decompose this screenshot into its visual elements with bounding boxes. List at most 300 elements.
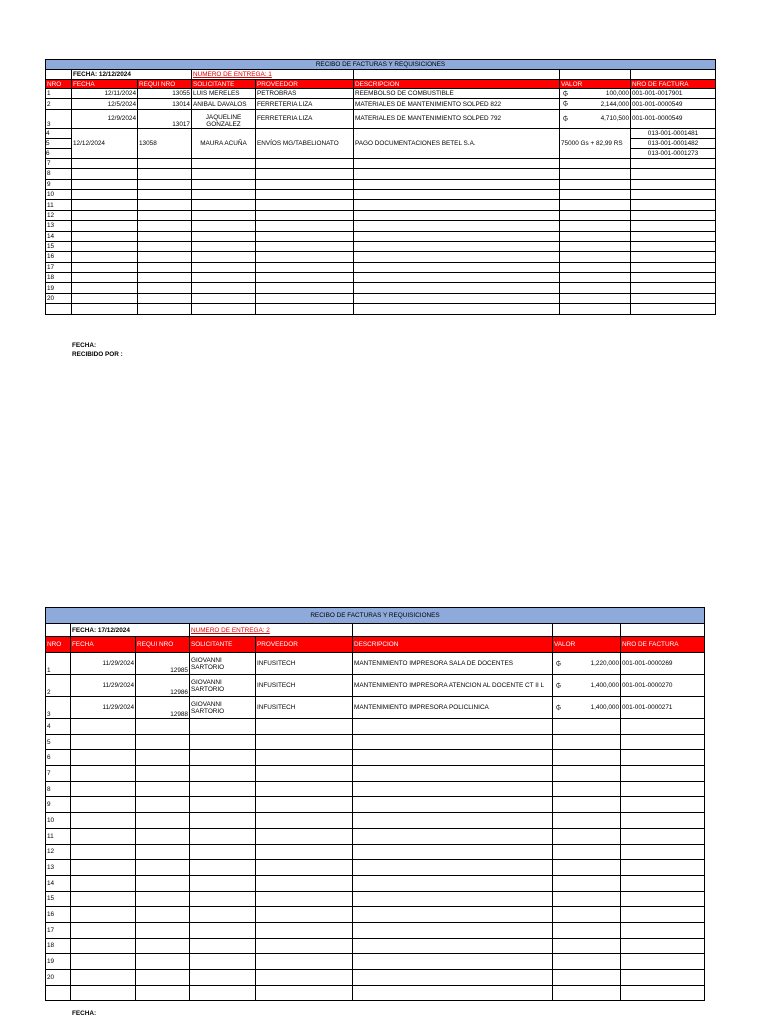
sheet-title: RECIBO DE FACTURAS Y REQUISICIONES: [46, 608, 705, 624]
cell-nro: 11: [46, 200, 72, 210]
table-row: [46, 954, 705, 970]
cell-empty: [560, 158, 631, 168]
cell-empty: [72, 189, 138, 199]
table-row: [46, 241, 716, 251]
cell-empty: [72, 169, 138, 179]
cell-empty: [190, 970, 256, 986]
footer-fecha-label: FECHA:: [72, 1010, 97, 1017]
cell-empty: [136, 719, 190, 735]
cell-empty: [72, 293, 138, 303]
cell-empty: [192, 179, 256, 189]
cell-requi: 13017: [138, 109, 192, 128]
cell-empty: [256, 922, 353, 938]
cell-empty: [621, 891, 705, 907]
cell-empty: [138, 252, 192, 262]
cell-empty: [192, 273, 256, 283]
cell-empty: [136, 954, 190, 970]
cell-empty: [136, 891, 190, 907]
cell-empty: [71, 781, 136, 797]
table-row: [46, 304, 716, 314]
cell-empty: [192, 283, 256, 293]
table-row: [46, 734, 705, 750]
cell-empty: [621, 954, 705, 970]
table-row: [46, 283, 716, 293]
cell-nro: 19: [46, 954, 71, 970]
cell-nro: 10: [46, 189, 72, 199]
cell-empty: [138, 189, 192, 199]
table-row: [46, 970, 705, 986]
cell-nro: 1: [46, 89, 72, 99]
cell-empty: [621, 844, 705, 860]
cell-empty: [353, 875, 553, 891]
cell-empty: [136, 797, 190, 813]
table-row: [46, 210, 716, 220]
cell-empty: [71, 844, 136, 860]
amount: 1,400,000: [590, 682, 619, 689]
cell-empty: [256, 231, 354, 241]
cell-empty: [72, 221, 138, 231]
cell-nro: 20: [46, 970, 71, 986]
cell-valor: [560, 109, 631, 128]
cell-empty: [353, 750, 553, 766]
cell-empty: [256, 241, 354, 251]
cell-empty: [192, 262, 256, 272]
table-row: [46, 860, 705, 876]
cell-empty: [138, 231, 192, 241]
cell-empty: [621, 907, 705, 923]
cell-empty: [256, 907, 353, 923]
header-nro: NRO: [46, 80, 72, 89]
cell-factura: 001-001-0017901: [631, 89, 716, 99]
cell-valor: [560, 99, 631, 109]
cell-empty: [560, 189, 631, 199]
cell-descripcion: MATERIALES DE MANTENIMIENTO SOLPED 822: [354, 99, 560, 109]
cell-empty: [353, 954, 553, 970]
cell-empty: [256, 179, 354, 189]
cell-nro: 12: [46, 844, 71, 860]
cell-empty: [72, 252, 138, 262]
receipt-sheet-1: [45, 59, 715, 315]
cell-empty: [256, 221, 354, 231]
cell-empty: [72, 231, 138, 241]
cell-empty: [354, 241, 560, 251]
cell-empty: [136, 844, 190, 860]
sheet-title: RECIBO DE FACTURAS Y REQUISICIONES: [46, 60, 716, 70]
table-row: [46, 675, 705, 697]
cell-empty: [631, 241, 716, 251]
cell-empty: [71, 828, 136, 844]
header-solicitante: SOLICITANTE: [190, 637, 256, 653]
cell-empty: [138, 158, 192, 168]
cell-empty: [190, 891, 256, 907]
table-row: [46, 273, 716, 283]
cell-empty: [354, 221, 560, 231]
cell-empty: [353, 797, 553, 813]
cell-empty: [256, 750, 353, 766]
cell-nro: 3: [46, 697, 71, 719]
cell-empty: [256, 189, 354, 199]
header-valor: VALOR: [553, 637, 621, 653]
cell-nro: 5: [46, 734, 71, 750]
cell-empty: [256, 828, 353, 844]
cell-solicitante: GIOVANNI SARTORIO: [190, 675, 256, 697]
cell-empty: [621, 860, 705, 876]
cell-factura: 001-001-0000549: [631, 109, 716, 128]
cell-empty: [560, 283, 631, 293]
table-row: [46, 200, 716, 210]
cell-empty: [256, 304, 354, 314]
cell-empty: [354, 273, 560, 283]
table-row: [46, 813, 705, 829]
cell-empty: [138, 200, 192, 210]
table-row: [46, 189, 716, 199]
cell-nro: 14: [46, 231, 72, 241]
header-proveedor: PROVEEDOR: [256, 80, 354, 89]
header-descripcion: DESCRIPCION: [353, 637, 553, 653]
cell-empty: [560, 221, 631, 231]
cell-empty: [190, 907, 256, 923]
cell-empty: [631, 304, 716, 314]
amount: 2,144,000: [600, 100, 629, 108]
cell-empty: [138, 273, 192, 283]
cell-empty: [138, 262, 192, 272]
cell-empty: [353, 922, 553, 938]
cell-empty: [553, 922, 621, 938]
table-row: [46, 697, 705, 719]
fecha-label: FECHA: 17/12/2024: [71, 624, 190, 637]
cell-empty: [256, 283, 354, 293]
cell-empty: [256, 938, 353, 954]
cell-empty: [71, 734, 136, 750]
cell-valor: [553, 697, 621, 719]
cell-empty: [256, 970, 353, 986]
cell-empty: [560, 179, 631, 189]
cell-empty: [553, 797, 621, 813]
cell-factura: 001-001-0000270: [621, 675, 705, 697]
currency-symbol: ₲: [556, 704, 561, 711]
cell-empty: [72, 283, 138, 293]
cell-requi: 13058: [138, 128, 192, 158]
cell-empty: [190, 922, 256, 938]
cell-empty: [553, 719, 621, 735]
entrega-label: NUMERO DE ENTREGA: 1: [192, 70, 354, 80]
cell-empty: [560, 200, 631, 210]
cell-empty: [553, 985, 621, 1001]
cell-empty: [136, 970, 190, 986]
cell-empty: [72, 262, 138, 272]
cell-empty: [553, 766, 621, 782]
cell-empty: [71, 970, 136, 986]
cell-factura: 001-001-0000549: [631, 99, 716, 109]
receipt-table-2: [45, 607, 705, 1001]
factura-line: 013-001-0001482: [631, 139, 716, 149]
cell-empty: [553, 970, 621, 986]
table-row: [46, 221, 716, 231]
cell-empty: [256, 719, 353, 735]
table-row: [46, 719, 705, 735]
cell-empty: [256, 954, 353, 970]
cell-empty: [192, 293, 256, 303]
cell-nro: 16: [46, 907, 71, 923]
cell-nro: 9: [46, 797, 71, 813]
cell-valor: 75000 Gs + 82,99 RS: [560, 128, 631, 158]
cell-fecha: 11/29/2024: [71, 697, 136, 719]
cell-empty: [138, 241, 192, 251]
cell-fecha: 11/29/2024: [71, 675, 136, 697]
cell-nro: 15: [46, 241, 72, 251]
cell-empty: [354, 252, 560, 262]
header-proveedor: PROVEEDOR: [256, 637, 353, 653]
cell-empty: [621, 719, 705, 735]
cell-nro: 17: [46, 262, 72, 272]
cell-empty: [71, 938, 136, 954]
cell-empty: [192, 221, 256, 231]
cell-empty: [71, 922, 136, 938]
receipt-table-1: [45, 59, 716, 315]
cell-empty: [136, 813, 190, 829]
cell-requi: 13055: [138, 89, 192, 99]
table-row: [46, 179, 716, 189]
table-row: [46, 169, 716, 179]
header-requi: REQUI NRO: [136, 637, 190, 653]
cell-empty: [353, 813, 553, 829]
table-row: [46, 293, 716, 303]
cell-nro-stack: [46, 128, 72, 158]
cell-nro: 8: [46, 169, 72, 179]
header-solicitante: SOLICITANTE: [192, 80, 256, 89]
cell-empty: [72, 158, 138, 168]
cell-empty: [136, 781, 190, 797]
cell-empty: [353, 781, 553, 797]
cell-empty: [72, 210, 138, 220]
cell-descripcion: MATERIALES DE MANTENIMIENTO SOLPED 792: [354, 109, 560, 128]
cell-empty: [560, 231, 631, 241]
header-fecha: FECHA: [72, 80, 138, 89]
cell-empty: [553, 734, 621, 750]
cell-empty: [354, 262, 560, 272]
cell-factura: 001-001-0000271: [621, 697, 705, 719]
cell-empty: [256, 844, 353, 860]
fecha-label: FECHA: 12/12/2024: [72, 70, 192, 80]
cell-empty: [621, 922, 705, 938]
table-row: [46, 891, 705, 907]
cell-nro: 1: [46, 653, 71, 675]
cell-fecha: 12/12/2024: [72, 128, 138, 158]
cell-nro: 10: [46, 813, 71, 829]
cell-nro: 18: [46, 938, 71, 954]
cell-empty: [71, 797, 136, 813]
cell-empty: [560, 262, 631, 272]
cell-empty: [631, 158, 716, 168]
cell-empty: [631, 169, 716, 179]
cell-empty: [192, 252, 256, 262]
cell-nro: 16: [46, 252, 72, 262]
table-row: [46, 797, 705, 813]
cell-empty: [353, 970, 553, 986]
table-row: [46, 158, 716, 168]
cell-solicitante: JAQUELINE GONZALEZ: [192, 109, 256, 128]
cell-requi: 13014: [138, 99, 192, 109]
table-row: [46, 985, 705, 1001]
cell-nro: 6: [46, 750, 71, 766]
cell-nro: [46, 304, 72, 314]
cell-empty: [256, 262, 354, 272]
cell-empty: [136, 766, 190, 782]
cell-empty: [553, 891, 621, 907]
cell-empty: [138, 179, 192, 189]
table-row: [46, 231, 716, 241]
cell-nro: 11: [46, 828, 71, 844]
cell-empty: [190, 813, 256, 829]
amount: 100,000: [605, 90, 629, 98]
currency-symbol: ₲: [563, 115, 568, 123]
cell-valor: [553, 675, 621, 697]
cell-empty: [353, 734, 553, 750]
cell-empty: [138, 221, 192, 231]
table-row: [46, 766, 705, 782]
cell-solicitante: GIOVANNI SARTORIO: [190, 653, 256, 675]
cell-empty: [136, 828, 190, 844]
cell-empty: [631, 283, 716, 293]
table-row: [46, 922, 705, 938]
cell-empty: [71, 875, 136, 891]
cell-empty: [71, 719, 136, 735]
cell-empty: [138, 210, 192, 220]
table-row: [46, 828, 705, 844]
cell-empty: [72, 200, 138, 210]
cell-proveedor: FERRETERIA LIZA: [256, 109, 354, 128]
cell-factura: 001-001-0000269: [621, 653, 705, 675]
cell-empty: [553, 938, 621, 954]
cell-empty: [72, 273, 138, 283]
currency-symbol: ₲: [563, 90, 568, 98]
cell-empty: [138, 169, 192, 179]
cell-descripcion: MANTENIMIENTO IMPRESORA POLICLINICA: [353, 697, 553, 719]
amount: 1,400,000: [590, 704, 619, 711]
cell-factura-stack: [631, 128, 716, 158]
cell-proveedor: INFUSITECH: [256, 675, 353, 697]
cell-empty: [621, 985, 705, 1001]
cell-empty: [553, 750, 621, 766]
header-descripcion: DESCRIPCION: [354, 80, 560, 89]
table-row: [46, 875, 705, 891]
cell-empty: [631, 179, 716, 189]
cell-proveedor: ENVÍOS MG/TABELIONATO: [256, 128, 354, 158]
header-factura: NRO DE FACTURA: [631, 80, 716, 89]
cell-empty: [72, 241, 138, 251]
cell-empty: [71, 891, 136, 907]
cell-empty: [553, 875, 621, 891]
cell-empty: [190, 860, 256, 876]
cell-fecha: 12/11/2024: [72, 89, 138, 99]
cell-empty: [190, 828, 256, 844]
cell-empty: [621, 750, 705, 766]
cell-empty: [138, 293, 192, 303]
cell-solicitante: ANIBAL DAVALOS: [192, 99, 256, 109]
cell-nro: 13: [46, 860, 71, 876]
cell-empty: [190, 875, 256, 891]
cell-empty: [190, 719, 256, 735]
cell-solicitante: LUIS MERELES: [192, 89, 256, 99]
cell-empty: [190, 797, 256, 813]
receipt-footer-2: [72, 1009, 96, 1018]
header-valor: VALOR: [560, 80, 631, 89]
cell-empty: [553, 907, 621, 923]
cell-empty: [256, 781, 353, 797]
nro-5: 5: [46, 139, 72, 149]
table-row: [46, 653, 705, 675]
cell-empty: [256, 158, 354, 168]
cell-empty: [353, 719, 553, 735]
cell-empty: [353, 938, 553, 954]
cell-empty: [192, 189, 256, 199]
cell-empty: [621, 875, 705, 891]
cell-descripcion: MANTENIMIENTO IMPRESORA SALA DE DOCENTES: [353, 653, 553, 675]
table-row: [46, 907, 705, 923]
cell-empty: [192, 210, 256, 220]
cell-empty: [190, 766, 256, 782]
column-header-row: [46, 637, 705, 653]
cell-empty: [631, 231, 716, 241]
header-nro: NRO: [46, 637, 71, 653]
cell-empty: [256, 985, 353, 1001]
amount: 1,220,000: [590, 660, 619, 667]
cell-empty: [256, 891, 353, 907]
cell-empty: [190, 938, 256, 954]
cell-empty: [190, 985, 256, 1001]
cell-empty: [71, 813, 136, 829]
cell-empty: [560, 293, 631, 303]
info-blank: [46, 70, 72, 80]
cell-empty: [553, 860, 621, 876]
table-row: [46, 262, 716, 272]
table-row: [46, 844, 705, 860]
currency-symbol: ₲: [556, 682, 561, 689]
info-blank: [553, 624, 621, 637]
header-factura: NRO DE FACTURA: [621, 637, 705, 653]
factura-line: 013-001-0001273: [647, 149, 699, 157]
cell-empty: [631, 221, 716, 231]
info-blank: [631, 70, 716, 80]
cell-empty: [71, 985, 136, 1001]
amount: 4,710,500: [600, 115, 629, 123]
cell-empty: [256, 252, 354, 262]
cell-empty: [136, 875, 190, 891]
cell-empty: [190, 734, 256, 750]
table-row: [46, 750, 705, 766]
cell-empty: [192, 200, 256, 210]
cell-nro: 14: [46, 875, 71, 891]
cell-empty: [256, 273, 354, 283]
cell-empty: [190, 844, 256, 860]
cell-empty: [631, 210, 716, 220]
receipt-footer-1: [72, 341, 123, 359]
cell-fecha: 12/5/2024: [72, 99, 138, 109]
header-fecha: FECHA: [71, 637, 136, 653]
cell-empty: [136, 985, 190, 1001]
cell-nro: 7: [46, 158, 72, 168]
cell-empty: [631, 200, 716, 210]
cell-empty: [560, 273, 631, 283]
cell-nro: 18: [46, 273, 72, 283]
cell-nro: 13: [46, 221, 72, 231]
cell-empty: [354, 210, 560, 220]
cell-empty: [621, 734, 705, 750]
cell-requi: 12986: [136, 675, 190, 697]
cell-empty: [354, 200, 560, 210]
cell-empty: [192, 158, 256, 168]
factura-line: 013-001-0001481: [631, 129, 716, 139]
